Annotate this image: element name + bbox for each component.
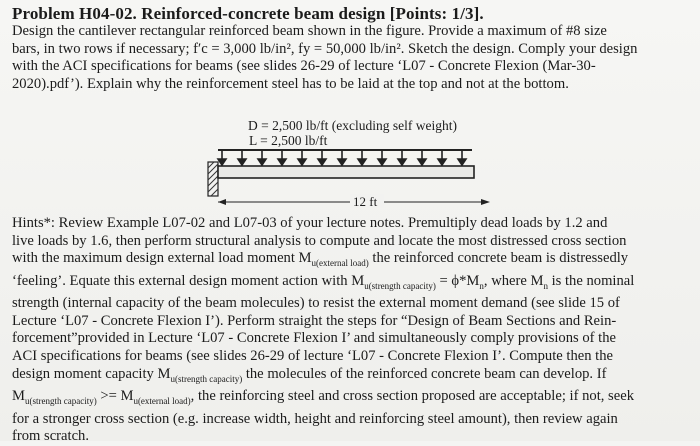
hint-text: ‘feeling’. Equate this external design moment action with M <box>12 272 365 289</box>
subscript: u(external load) <box>133 395 191 406</box>
beam <box>218 166 474 178</box>
subscript: u(external load) <box>311 258 369 269</box>
hint-text: is the nominal <box>547 272 635 289</box>
problem-title: Problem H04-02. Reinforced-concrete beam design [Points: 1/3]. <box>12 4 484 23</box>
problem-line: Design the cantilever rectangular reinforced beam shown in the figure. Provide a maximum of #8 size <box>12 23 607 39</box>
hint-line <box>12 250 698 273</box>
live-load-label: L = 2,500 lb/ft <box>249 133 328 148</box>
dead-load-label: D = 2,500 lb/ft (excluding self weight) <box>248 118 457 133</box>
subscript: u(strength capacity) <box>170 373 243 384</box>
dimension-arrow-left <box>218 199 226 205</box>
hint-line: Lecture ‘L07 - Concrete Flexion I’). Perform straight the steps for “Design of Beam Sections and Rein- <box>12 312 617 329</box>
hint-line: ACI specifications for beams (see slides 26-29 of lecture ‘L07 - Concrete Flexion I’. Compute then the <box>12 347 614 364</box>
hint-text: >= M <box>96 388 134 405</box>
subscript: n <box>479 280 484 291</box>
hint-text: the molecules of the reinforced concrete beam can develop. If <box>242 365 607 382</box>
span-length-label: 12 ft <box>353 194 378 209</box>
cantilever-beam-figure <box>200 146 500 214</box>
hint-text: = ϕ*M <box>435 272 480 289</box>
load-labels <box>248 118 457 148</box>
hint-line: Hints*: Review Example L07-02 and L07-03 of your lecture notes. Premultiply dead loads by 1.2 and <box>12 215 608 231</box>
hint-text: with the maximum design external load moment M <box>12 250 312 267</box>
hint-line <box>12 273 698 296</box>
subscript: n <box>543 280 548 291</box>
hint-line: for a stronger cross section (e.g. increase width, height and reinforcing steel amount), then review again <box>12 410 618 427</box>
hint-line: live loads by 1.6, then perform structural analysis to compute and locate the most distressed cross section <box>12 232 627 249</box>
hint-text: , the reinforcing steel and cross section proposed are acceptable; if not, seek <box>190 388 634 405</box>
hint-text: design moment capacity M <box>12 365 171 382</box>
subscript: u(strength capacity) <box>24 395 97 406</box>
dimension-arrow-right <box>481 199 490 205</box>
hint-text: , where M <box>483 272 544 289</box>
hint-line: from scratch. <box>12 428 89 445</box>
hint-line <box>12 388 698 411</box>
problem-statement <box>12 23 696 93</box>
distributed-load-arrows <box>218 150 466 165</box>
hint-line: strength (internal capacity of the beam molecules) to resist the external moment demand (see slide 15 of <box>12 295 620 312</box>
hint-line: forcement”provided in Lecture ‘L07 - Concrete Flexion I’ and simultaneously comply provisions of the <box>12 330 616 347</box>
problem-line: 2020).pdf’). Explain why the reinforcement steel has to be laid at the top and not at the bottom. <box>12 75 569 92</box>
problem-line: with the ACI specifications for beams (see slides 26-29 of lecture ‘L07 - Concrete Flexion (Mar-30- <box>12 58 596 75</box>
hint-line <box>12 366 698 389</box>
hint-text: M <box>12 388 25 405</box>
problem-line: bars, in two rows if necessary; f′c = 3,000 lb/in², fy = 50,000 lb/in². Sketch the design. Comply your design <box>12 40 638 57</box>
hints-paragraph <box>12 215 698 446</box>
subscript: u(strength capacity) <box>364 280 436 291</box>
hint-text: the reinforced concrete beam is distressedly <box>368 250 629 267</box>
